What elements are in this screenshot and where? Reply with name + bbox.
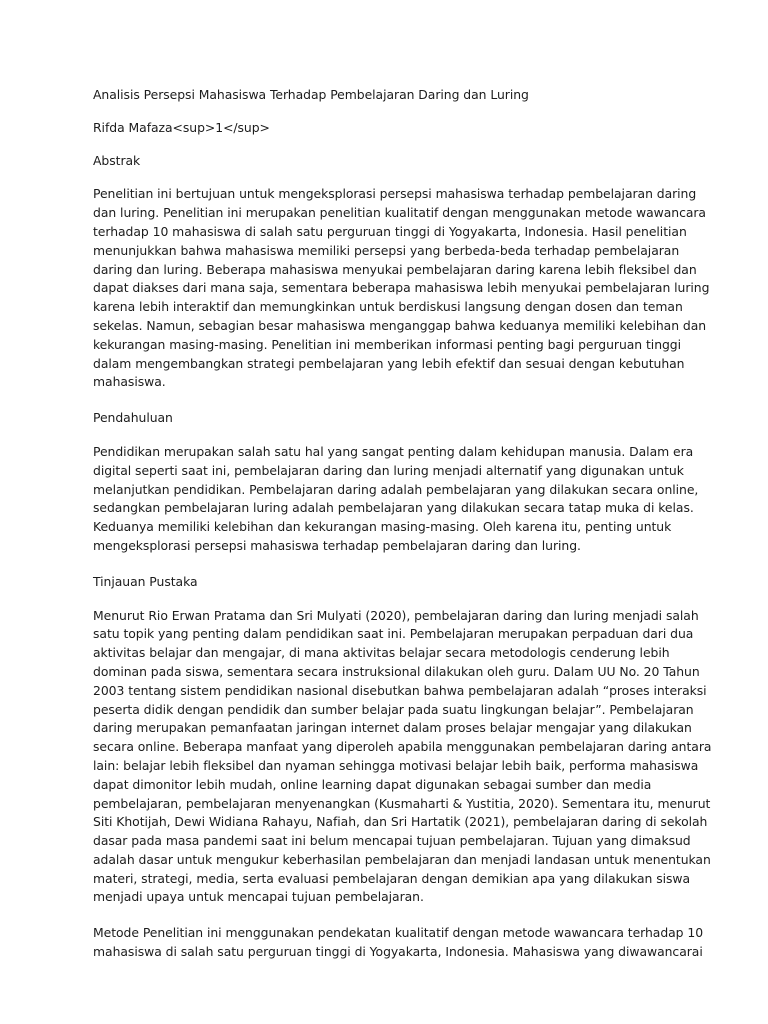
text-line: sedangkan pembelajaran luring adalah pembelajaran yang dilakukan secara tatap muka di kelas. — [93, 500, 694, 516]
intro-paragraph — [93, 443, 699, 556]
text-line: adalah dasar untuk mengukur keberhasilan pembelajaran dan menjadi landasan untuk menentukan — [93, 851, 711, 867]
text-line: mahasiswa di salah satu perguruan tinggi di Yogyakarta, Indonesia. Mahasiswa yang diwawancarai — [93, 944, 703, 960]
abstract-paragraph — [93, 185, 710, 392]
text-line: dalam mengembangkan strategi pembelajaran yang lebih efektif dan sesuai dengan kebutuhan — [93, 355, 685, 371]
text-line: melanjutkan pendidikan. Pembelajaran daring adalah pembelajaran yang dilakukan secara online, — [93, 481, 699, 497]
text-line: lain: belajar lebih fleksibel dan nyaman sehingga motivasi belajar lebih baik, performa mahasiswa — [93, 757, 699, 773]
text-line: daring merupakan pemanfaatan jaringan internet dalam proses belajar mengajar yang dilakukan — [93, 720, 692, 736]
text-line: pembelajaran, pembelajaran menyenangkan (Kusmaharti & Yustitia, 2020). Sementara itu, menurut — [93, 795, 711, 811]
text-line: Keduanya memiliki kelebihan dan kekurangan masing-masing. Oleh karena itu, penting untuk — [93, 519, 672, 535]
text-line: dan luring. Penelitian ini merupakan penelitian kualitatif dengan menggunakan metode wawancara — [93, 205, 706, 221]
text-line: sekelas. Namun, sebagian besar mahasiswa menganggap bahwa keduanya memiliki kelebihan dan — [93, 317, 707, 333]
text-line: Metode Penelitian ini menggunakan pendekatan kualitatif dengan metode wawancara terhadap 10 — [93, 925, 704, 941]
text-line: dominan pada siswa, sementara secara instruksional dilakukan oleh guru. Dalam UU No. 20 Tahun — [93, 663, 700, 679]
text-line: dasar pada masa pandemi saat ini belum mencapai tujuan pembelajaran. Tujuan yang dimaksud — [93, 833, 691, 849]
text-line: dapat diakses dari mana saja, sementara beberapa mahasiswa lebih menyukai pembelajaran luring — [93, 280, 710, 296]
text-line: peserta didik dengan pendidik dan sumber belajar pada suatu lingkungan belajar”. Pembelajaran — [93, 701, 694, 717]
text-line: karena lebih interaktif dan memungkinkan untuk berdiskusi langsung dengan dosen dan teman — [93, 299, 683, 315]
document-page — [93, 86, 712, 979]
text-line: mengeksplorasi persepsi mahasiswa terhadap pembelajaran daring dan luring. — [93, 537, 581, 553]
text-line: Pendidikan merupakan salah satu hal yang sangat penting dalam kehidupan manusia. Dalam era — [93, 443, 694, 459]
text-line: Menurut Rio Erwan Pratama dan Sri Mulyati (2020), pembelajaran daring dan luring menjadi salah — [93, 607, 699, 623]
text-line: dapat dimonitor lebih mudah, online learning dapat digunakan sebagai sumber dan media — [93, 776, 652, 792]
text-line: 2003 tentang sistem pendidikan nasional disebutkan bahwa pembelajaran adalah “proses interaksi — [93, 682, 707, 698]
text-line: materi, strategi, media, serta evaluasi pembelajaran dengan demikian apa yang dilakukan siswa — [93, 870, 691, 886]
document-title: Analisis Persepsi Mahasiswa Terhadap Pembelajaran Daring dan Luring — [93, 87, 529, 102]
text-line: satu topik yang penting dalam pendidikan saat ini. Pembelajaran merupakan perpaduan dari dua — [93, 626, 694, 642]
author-line: Rifda Mafaza<sup>1</sup> — [93, 119, 270, 135]
abstract-heading: Abstrak — [93, 152, 141, 168]
text-line: Siti Khotijah, Dewi Widiana Rahayu, Nafiah, dan Sri Hartatik (2021), pembelajaran daring di sekolah — [93, 814, 708, 830]
text-line: menjadi upaya untuk mencapai tujuan pembelajaran. — [93, 889, 424, 905]
text-line: menunjukkan bahwa mahasiswa memiliki persepsi yang berbeda-beda terhadap pembelajaran — [93, 242, 680, 258]
text-line: Penelitian ini bertujuan untuk mengeksplorasi persepsi mahasiswa terhadap pembelajaran daring — [93, 186, 697, 202]
text-line: daring dan luring. Beberapa mahasiswa menyukai pembelajaran daring karena lebih fleksibel dan — [93, 261, 697, 277]
text-line: kekurangan masing-masing. Penelitian ini memberikan informasi penting bagi perguruan tinggi — [93, 336, 682, 352]
review-heading: Tinjauan Pustaka — [93, 573, 198, 589]
intro-heading: Pendahuluan — [93, 410, 173, 426]
text-line: mahasiswa. — [93, 374, 166, 390]
text-line: digital seperti saat ini, pembelajaran daring dan luring menjadi alternatif yang digunakan untuk — [93, 462, 684, 478]
method-paragraph — [93, 924, 704, 962]
review-paragraph — [93, 607, 712, 908]
text-line: secara online. Beberapa manfaat yang diperoleh apabila menggunakan pembelajaran daring antara — [93, 739, 712, 755]
text-line: aktivitas belajar dan mengajar, di mana aktivitas belajar secara metodologis cenderung lebih — [93, 645, 670, 661]
text-line: terhadap 10 mahasiswa di salah satu perguruan tinggi di Yogyakarta, Indonesia. Hasil penelitian — [93, 223, 687, 239]
